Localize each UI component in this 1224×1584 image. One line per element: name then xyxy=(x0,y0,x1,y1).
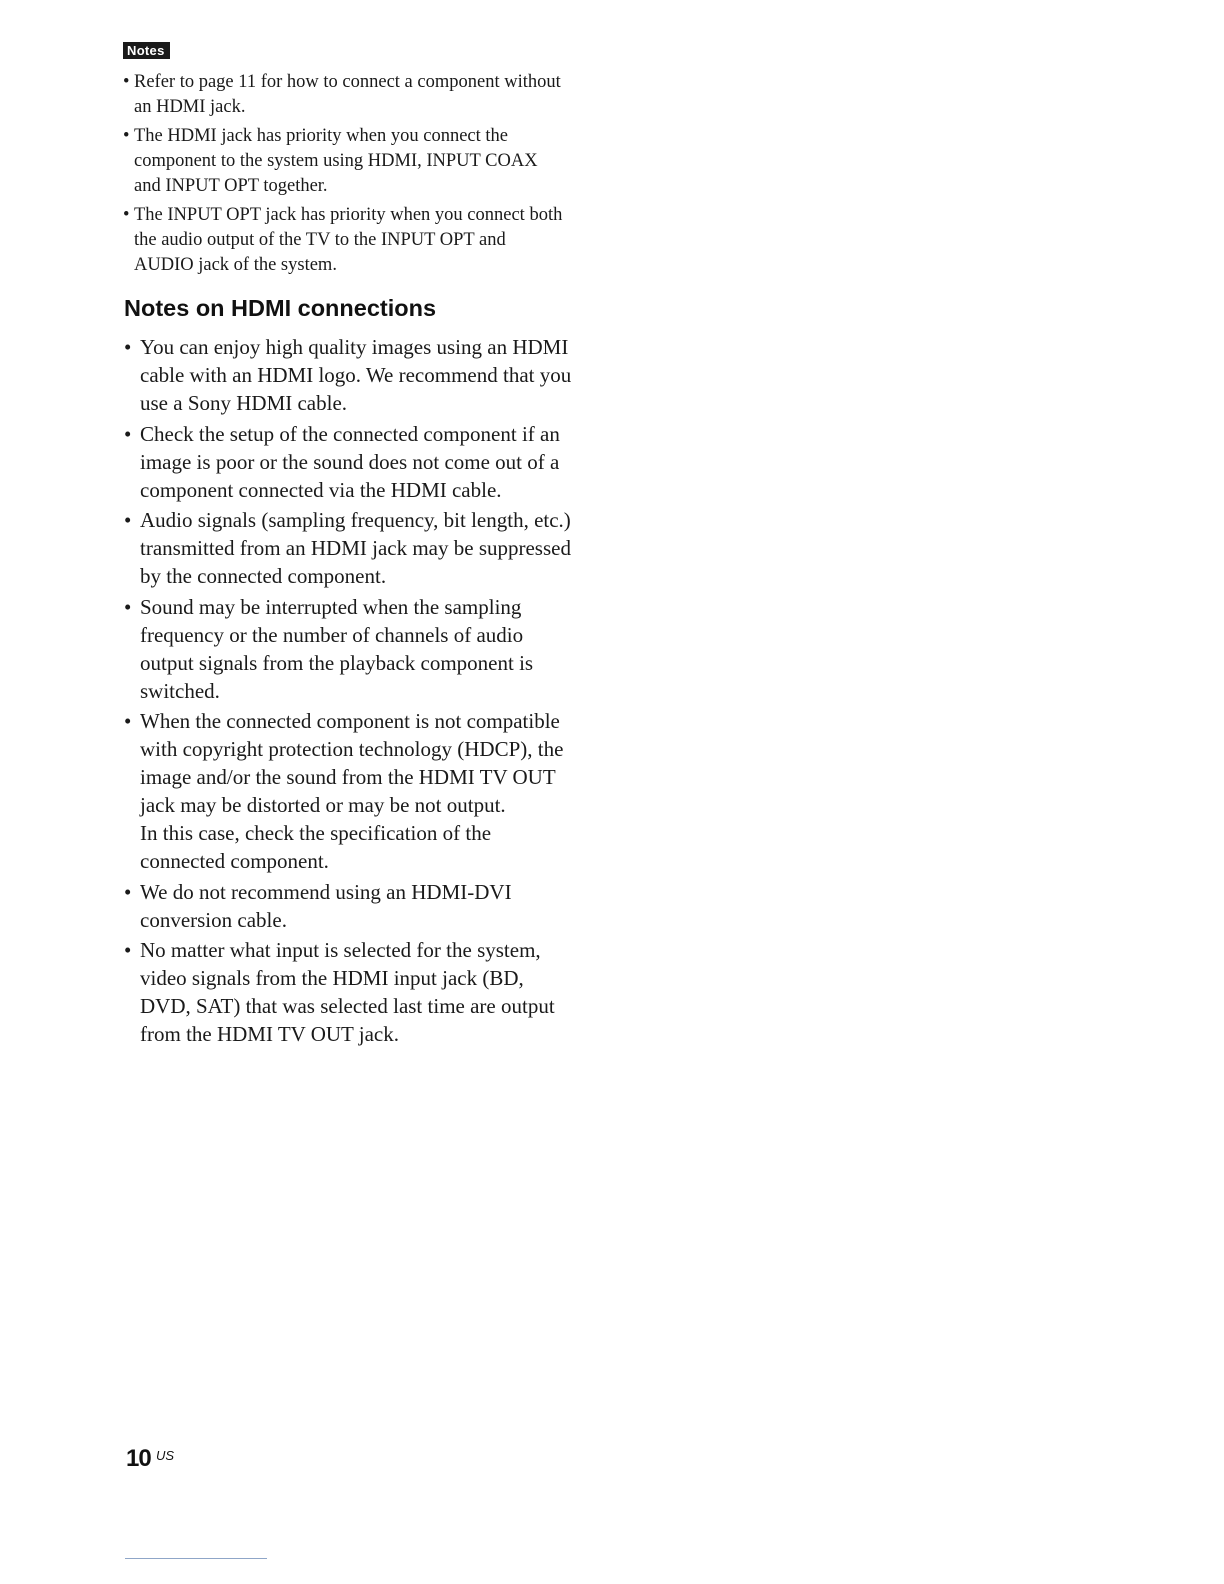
hdmi-note-item-2: • Check the setup of the connected component if an image is poor or the sound does not come out of a component connected via the HDMI cable. xyxy=(124,420,574,504)
note-item-1: • Refer to page 11 for how to connect a component without an HDMI jack. xyxy=(123,70,568,120)
note-item-2: • The HDMI jack has priority when you connect the component to the system using HDMI, INPUT COAX and INPUT OPT together. xyxy=(123,124,568,199)
notes-badge: Notes xyxy=(123,42,170,59)
hdmi-note-item-4: • Sound may be interrupted when the sampling frequency or the number of channels of audio output signals from the playback component is switched. xyxy=(124,593,574,705)
page-region-suffix: US xyxy=(156,1448,175,1463)
bottom-rule xyxy=(125,1558,267,1559)
hdmi-note-item-1: • You can enjoy high quality images using an HDMI cable with an HDMI logo. We recommend that you use a Sony HDMI cable. xyxy=(124,333,574,417)
hdmi-note-item-6: • We do not recommend using an HDMI-DVI conversion cable. xyxy=(124,878,574,934)
hdmi-note-item-5-text: When the connected component is not compatible with copyright protection technology (HDCP), the image and/or the sound from the HDMI TV OUT jack may be distorted or may be not output. xyxy=(140,709,564,817)
page-number: 10 xyxy=(126,1445,151,1472)
notes-list xyxy=(123,70,568,282)
hdmi-notes-list xyxy=(124,333,574,1051)
hdmi-note-item-5-followup: In this case, check the specification of the connected component. xyxy=(140,821,492,873)
hdmi-note-item-3: • Audio signals (sampling frequency, bit length, etc.) transmitted from an HDMI jack may be suppressed by the connected component. xyxy=(124,506,574,590)
hdmi-note-item-5 xyxy=(124,707,574,875)
section-heading: Notes on HDMI connections xyxy=(124,295,437,321)
note-item-3: • The INPUT OPT jack has priority when you connect both the audio output of the TV to the INPUT OPT and AUDIO jack of the system. xyxy=(123,203,568,278)
hdmi-note-item-7: • No matter what input is selected for the system, video signals from the HDMI input jack (BD, DVD, SAT) that was selected last time are output from the HDMI TV OUT jack. xyxy=(124,936,574,1048)
